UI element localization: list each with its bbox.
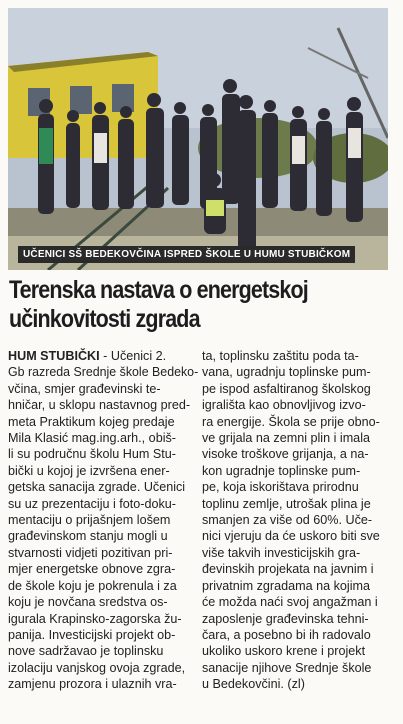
article-lead: HUM STUBIČKI	[8, 349, 100, 363]
column-line: zamjenu prozora i ulaznih vra-	[8, 677, 177, 692]
column-line: izolaciju vanjskog ovoja zgrade,	[8, 660, 186, 675]
column-line: nove sadržavao je toplinsku	[8, 644, 164, 659]
column-line: će možda naći svoj angažman i	[202, 595, 378, 610]
column-line: meta Praktikum kojeg predaje	[8, 414, 175, 429]
group-photo	[8, 8, 388, 270]
column-line: koju je novčana sredstva os-	[8, 595, 168, 610]
column-line: stvarnosti vidjeti pozitivan pri-	[8, 545, 173, 560]
column-line: visoke troškove grijanja, a na-	[202, 447, 369, 462]
column-line: pe ispod asfaltiranog školskog	[202, 381, 371, 396]
column-line: igrališta kao obnovljivog izvo-	[202, 398, 366, 413]
column-line: vana, ugradnju toplinske pum-	[202, 365, 371, 380]
column-line: su uz prezentaciju i foto-doku-	[8, 496, 177, 511]
column-line: kon ugradnje toplinske pum-	[202, 463, 361, 478]
column-line: zaposlenje građevinska tehni-	[202, 611, 369, 626]
column-line: Gb razreda Srednje škole Bedeko-	[8, 365, 199, 380]
column-line: včina, smjer građevinski te-	[8, 381, 161, 396]
column-line: ukoliko uskoro krene i projekt	[202, 644, 366, 659]
photo-caption: UČENICI SŠ BEDEKOVČINA ISPRED ŠKOLE U HUMU STUBIČKOM	[18, 246, 355, 263]
article-headline	[9, 276, 392, 334]
column-line	[8, 348, 198, 364]
headline-line-1: Terenska nastava o energetskoj	[9, 276, 308, 304]
column-line: bički u kojoj je izvršena ener-	[8, 463, 170, 478]
column-line: mjer energetske obnove zgra-	[8, 562, 176, 577]
column-line: pe, koja iskorištava prirodnu	[202, 480, 359, 495]
column-line: privatnim zgradama na kojima	[202, 578, 370, 593]
column-line: mentaciju o prijašnjem lošem	[8, 513, 171, 528]
article-column-left	[8, 348, 198, 693]
column-line: čara, a posebno bi ih radovalo	[202, 627, 371, 642]
column-line: građevinskom stanju mogli u	[8, 529, 168, 544]
column-line: đevinskih projekata na javnim i	[202, 562, 374, 577]
column-line: ta, toplinsku zaštitu poda ta-	[202, 349, 359, 363]
column-line: toplinu zemlje, utrošak plina je	[202, 496, 371, 511]
column-line: panija. Investicijski projekt ob-	[8, 627, 176, 642]
column-line: getska sanacija zgrade. Učenici	[8, 480, 186, 495]
column-line-text: - Učenici 2.	[99, 349, 167, 363]
column-line: nici vjeruju da će uskoro biti sve	[202, 529, 380, 544]
column-line: hničar, u sklopu nastavnog pred-	[8, 398, 191, 413]
column-line: ve grijala na zemni plin i imala	[202, 431, 370, 446]
column-line: više takvih investicijskih gra-	[202, 545, 361, 560]
column-line: de škole koju je pokrenula i za	[8, 578, 177, 593]
column-line: u Bedekovčini. (zl)	[202, 677, 305, 692]
column-line: li su područnu školu Hum Stu-	[8, 447, 176, 462]
column-line: Mila Klasić mag.ing.arh., obiš-	[8, 431, 176, 446]
column-line: ra energije. Škola se prije obno-	[202, 414, 380, 429]
headline-line-2: učinkovitosti zgrada	[9, 305, 200, 333]
article-column-right	[202, 348, 394, 693]
column-line: sanacije njihove Srednje škole	[202, 660, 372, 675]
group-photo-illustration	[8, 8, 388, 270]
column-line: smanjen za više od 60%. Uče-	[202, 513, 373, 528]
column-line: igurala Krapinsko-zagorska žu-	[8, 611, 182, 626]
